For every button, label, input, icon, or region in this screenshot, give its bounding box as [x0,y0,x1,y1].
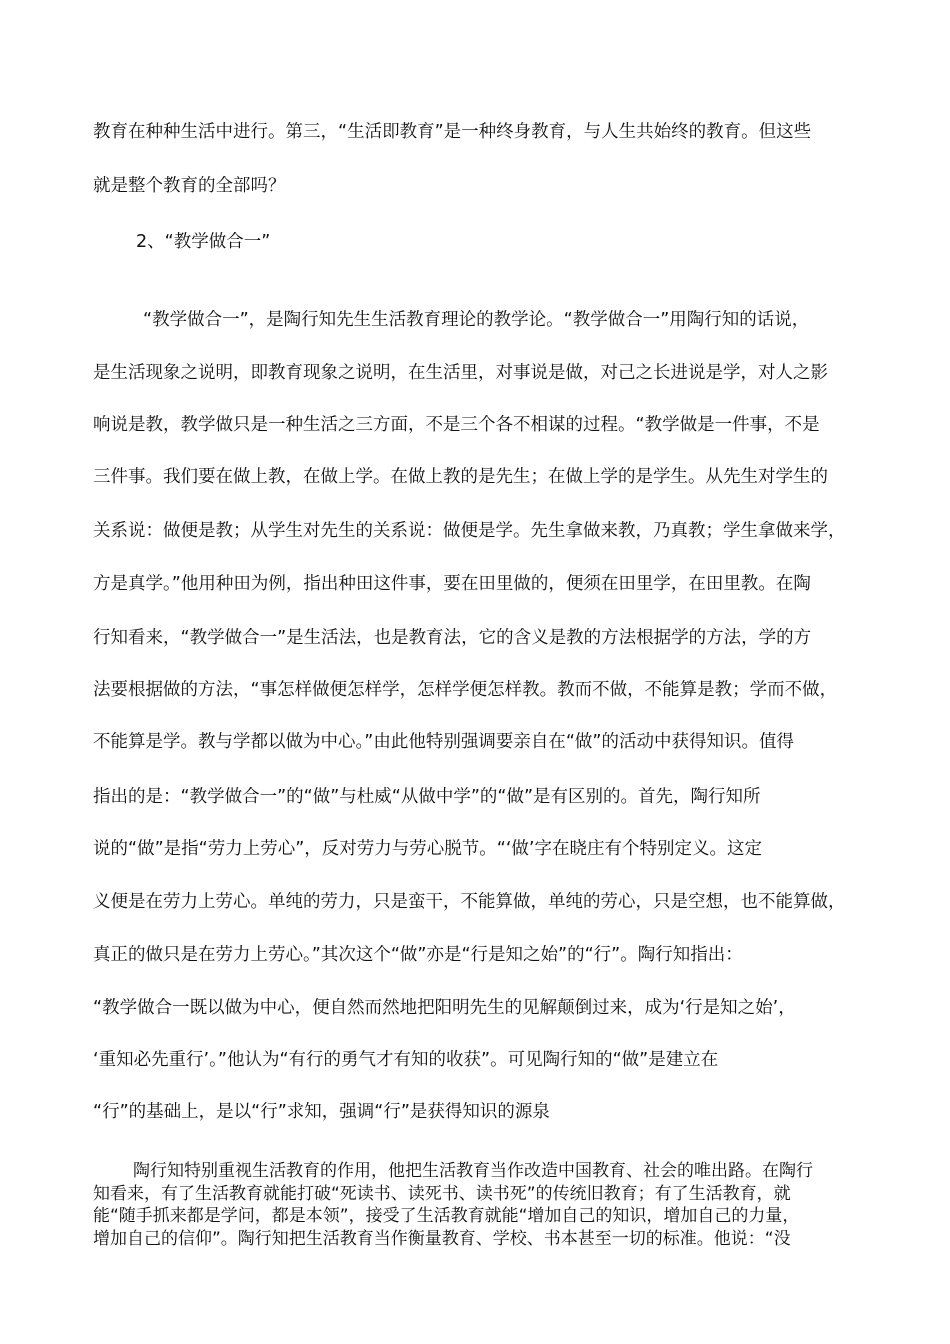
paragraph-line: 教育在种种生活中进行。第三，“生活即教育”是一种终身教育，与人生共始终的教育。但这些 [93,122,812,142]
paragraph-line: 关系说：做便是教；从学生对先生的关系说：做便是学。先生拿做来教，乃真教；学生拿做来学， [93,521,846,541]
paragraph-line: 就是整个教育的全部吗？ [93,176,286,196]
paragraph-line: 义便是在劳力上劳心。单纯的劳力，只是蛮干，不能算做，单纯的劳心，只是空想，也不能算做， [93,892,846,912]
paragraph-line: “教学做合一既以做为中心，便自然而然地把阳明先生的见解颠倒过来，成为‘行是知之始’， [93,998,796,1018]
paragraph-line-indented: “教学做合一”，是陶行知先生生活教育理论的教学论。“教学做合一”用陶行知的话说， [143,310,810,330]
paragraph-line: 行知看来，“教学做合一”是生活法，也是教育法，它的含义是教的方法根据学的方法，学的方 [93,628,812,648]
section-heading: 2、“教学做合一” [136,232,271,252]
paragraph-line: ‘重知必先重行’。”他认为“有行的勇气才有知的收获”。可见陶行知的“做”是建立在 [93,1050,719,1070]
paragraph-line: 响说是教，教学做只是一种生活之三方面，不是三个各不相谋的过程。“教学做是一件事，不是 [93,415,820,435]
paragraph-line-indented: 陶行知特别重视生活教育的作用，他把生活教育当作改造中国教育、社会的唯出路。在陶行 [133,1161,813,1181]
paragraph-line: 是生活现象之说明，即教育现象之说明，在生活里，对事说是做，对己之长进说是学，对人之影 [93,363,828,383]
paragraph-line: 指出的是：“教学做合一”的“做”与杜威“从做中学”的“做”是有区别的。首先，陶行知所 [93,787,761,807]
paragraph-line: “行”的基础上，是以“行”求知，强调“行”是获得知识的源泉 [93,1102,550,1122]
paragraph-line: 能“随手抓来都是学问，都是本领”，接受了生活教育就能“增加自己的知识，增加自己的力量， [93,1206,800,1226]
paragraph-line: 方是真学。”他用种田为例，指出种田这件事，要在田里做的，便须在田里学，在田里教。在陶 [93,574,811,594]
paragraph-line: 真正的做只是在劳力上劳心。”其次这个“做”亦是“行是知之始”的“行”。陶行知指出： [93,945,743,965]
paragraph-line: 说的“做”是指“劳力上劳心”，反对劳力与劳心脱节。“‘做’字在晓庄有个特别定义。这定 [93,839,762,859]
paragraph-line: 不能算是学。教与学都以做为中心。”由此他特别强调要亲自在“做”的活动中获得知识。值得 [93,732,794,752]
paragraph-line: 增加自己的信仰”。陶行知把生活教育当作衡量教育、学校、书本甚至一切的标准。他说：“没 [93,1229,791,1249]
paragraph-line: 法要根据做的方法，“事怎样做便怎样学，怎样学便怎样教。教而不做，不能算是教；学而不做， [93,680,838,700]
paragraph-line: 三件事。我们要在做上教，在做上学。在做上教的是先生；在做上学的是学生。从先生对学生的 [93,467,828,487]
paragraph-line: 知看来，有了生活教育就能打破“死读书、读死书、读书死”的传统旧教育；有了生活教育，就 [93,1184,791,1204]
